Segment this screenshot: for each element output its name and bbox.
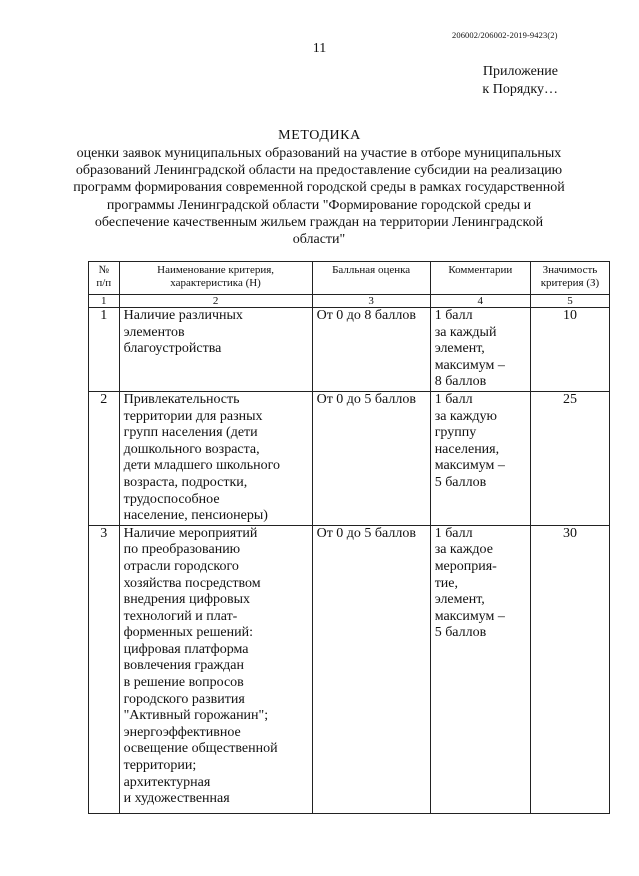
row-criterion: Привлекательность территории для разных групп населения (дети дошкольного возраста, дети младшего школьного возраста, подростки, трудоспособное население, пенсионеры) [119, 391, 312, 525]
column-number: 5 [530, 295, 609, 308]
column-number: 2 [119, 295, 312, 308]
row-comment: 1 балл за каждый элемент, максимум – 8 баллов [430, 308, 530, 392]
row-score: От 0 до 5 баллов [312, 391, 430, 525]
header-no: № п/п [89, 262, 120, 295]
row-number: 3 [89, 525, 120, 813]
row-score: От 0 до 5 баллов [312, 525, 430, 813]
document-subtitle: оценки заявок муниципальных образований на участие в отборе муниципальных образований Ленинградской области на предоставление субсидии на реализацию программ формирования современной городской среды в рамках государственной программы Ленинградской области "Формирование городской среды и обеспечение качественным жильем граждан на территории Ленинградской области" [73, 146, 565, 248]
header-weight: Значимость критерия (З) [530, 262, 609, 295]
criteria-table [88, 261, 610, 814]
column-number-row [89, 295, 610, 308]
table-header-row [89, 262, 610, 295]
appendix-reference [470, 63, 558, 99]
table-row [89, 308, 610, 392]
header-comment: Комментарии [430, 262, 530, 295]
table-row [89, 525, 610, 813]
document-id: 206002/206002-2019-9423(2) [452, 30, 558, 40]
page-number: 11 [312, 41, 327, 56]
column-number: 3 [312, 295, 430, 308]
column-number: 4 [430, 295, 530, 308]
row-number: 2 [89, 391, 120, 525]
row-weight: 30 [530, 525, 609, 813]
document-title: МЕТОДИКА [278, 128, 361, 143]
row-weight: 25 [530, 391, 609, 525]
row-criterion: Наличие мероприятий по преобразованию отрасли городского хозяйства посредством внедрения цифровых технологий и плат- форменных решений: цифровая платформа вовлечения граждан в решение вопросов городского развития "Активный горожанин"; энергоэффективное освещение общественной территории; архитектурная и художественная [119, 525, 312, 813]
column-number: 1 [89, 295, 120, 308]
row-number: 1 [89, 308, 120, 392]
row-weight: 10 [530, 308, 609, 392]
appendix-line-1: Приложение [482, 64, 558, 79]
row-score: От 0 до 8 баллов [312, 308, 430, 392]
row-comment: 1 балл за каждое мероприя- тие, элемент, максимум – 5 баллов [430, 525, 530, 813]
row-criterion: Наличие различных элементов благоустройства [119, 308, 312, 392]
appendix-line-2: к Порядку… [482, 82, 558, 97]
table-row [89, 391, 610, 525]
header-criterion: Наименование критерия, характеристика (Н) [119, 262, 312, 295]
row-comment: 1 балл за каждую группу населения, максимум – 5 баллов [430, 391, 530, 525]
header-score: Балльная оценка [312, 262, 430, 295]
